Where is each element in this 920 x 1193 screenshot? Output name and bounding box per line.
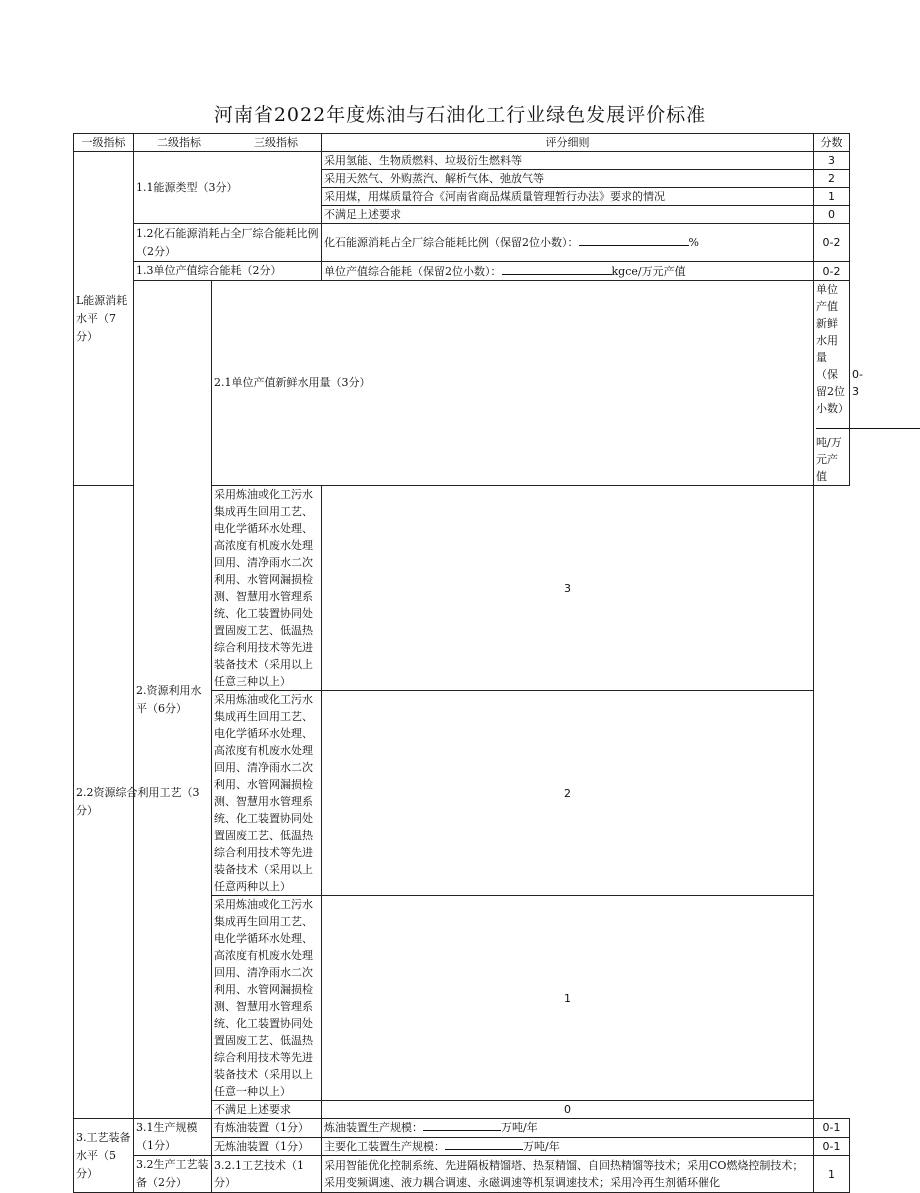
criteria-cell — [322, 1119, 814, 1138]
level2-scale: 3.1生产规模（1分） — [134, 1119, 212, 1156]
score-value: 1 — [814, 1156, 850, 1193]
evaluation-table — [73, 133, 863, 1193]
criteria-cell — [322, 224, 814, 262]
table-row — [74, 262, 850, 281]
score-value: 3 — [814, 152, 850, 170]
score-value: 2 — [322, 691, 814, 896]
fill-blank — [579, 235, 689, 246]
header-level1: 一级指标 — [74, 134, 134, 152]
criteria-text: 单位产值综合能耗（保留2位小数）： — [324, 264, 502, 278]
criteria-text: 炼油装置生产规模： — [324, 1121, 423, 1135]
table-row — [74, 1119, 850, 1138]
page-title: 河南省2022年度炼油与石油化工行业绿色发展评价标准 — [213, 104, 707, 126]
fill-blank — [445, 1139, 523, 1150]
header-score: 分数 — [814, 134, 850, 152]
score-value: 1 — [322, 896, 814, 1101]
criteria-unit: 吨/万元产值 — [816, 436, 842, 483]
header-row — [74, 134, 850, 152]
level1-energy: L能源消耗水平（7分） — [74, 152, 134, 486]
score-value: 0 — [814, 206, 850, 224]
level3-process-tech: 3.2.1工艺技术（1分） — [212, 1156, 322, 1193]
criteria-unit: 万吨/年 — [501, 1121, 538, 1135]
score-value: 2 — [814, 170, 850, 188]
score-value: 1 — [814, 188, 850, 206]
level2-process-equipment: 3.2生产工艺装备（2分） — [134, 1156, 212, 1193]
criteria-text: 采用炼油或化工污水集成再生回用工艺、电化学循环水处理、高浓度有机废水处理回用、清净雨水二次利用、水管网漏损检测、智慧用水管理系统、化工装置协同处置固废工艺、低温热综合利用技术等先进装备技术（采用以上任意一种以上） — [212, 896, 322, 1101]
table-row — [74, 1156, 850, 1193]
fill-blank — [423, 1120, 501, 1131]
level3-without-refinery: 无炼油装置（1分） — [212, 1137, 322, 1156]
table-row: 2.资源利用水平（6分） 2.1单位产值新鲜水用量（3分） 单位产值新鲜水用量（保留2位小数）吨/万元产值 0-3 — [74, 281, 850, 486]
header-criteria: 评分细则 — [322, 134, 814, 152]
criteria-cell — [814, 281, 850, 486]
header-level3: 三级指标 — [254, 136, 298, 149]
criteria-text: 采用智能优化控制系统、先进隔板精馏塔、热泵精馏、自回热精馏等技术；采用CO燃烧控制技术；采用变频调速、液力耦合调速、永磁调速等机泵调速技术；采用冷再生剂循环催化 — [322, 1156, 814, 1193]
level1-resource: 2.资源利用水平（6分） — [134, 281, 212, 1119]
criteria-text: 采用天然气、外购蒸汽、解析气体、弛放气等 — [322, 170, 814, 188]
criteria-text: 不满足上述要求 — [322, 206, 814, 224]
criteria-unit: % — [688, 236, 699, 249]
table-row — [74, 486, 850, 691]
level3-with-refinery: 有炼油装置（1分） — [212, 1119, 322, 1138]
criteria-text: 采用氢能、生物质燃料、垃圾衍生燃料等 — [322, 152, 814, 170]
score-value: 0-2 — [814, 224, 850, 262]
score-value: 3 — [322, 486, 814, 691]
criteria-text: 采用炼油或化工污水集成再生回用工艺、电化学循环水处理、高浓度有机废水处理回用、清净雨水二次利用、水管网漏损检测、智慧用水管理系统、化工装置协同处置固废工艺、低温热综合利用技术等先进装备技术（采用以上任意两种以上） — [212, 691, 322, 896]
criteria-text: 化石能源消耗占全厂综合能耗比例（保留2位小数）： — [324, 236, 579, 249]
criteria-text: 不满足上述要求 — [212, 1101, 322, 1119]
score-value: 0-1 — [814, 1119, 850, 1138]
level1-equipment: 3.工艺装备水平（5分） — [74, 1119, 134, 1193]
criteria-text: 单位产值新鲜水用量（保留2位小数） — [816, 283, 849, 415]
level2-energy-per-output: 1.3单位产值综合能耗（2分） — [134, 262, 322, 281]
criteria-cell — [322, 1137, 814, 1156]
level2-water-use: 2.1单位产值新鲜水用量（3分） — [212, 281, 814, 486]
header-level2: 二级指标 — [157, 136, 201, 149]
criteria-unit: kgce/万元产值 — [611, 264, 686, 278]
criteria-unit: 万吨/年 — [523, 1139, 560, 1153]
table-row — [74, 152, 850, 170]
header-level2-3 — [134, 134, 322, 152]
criteria-text: 采用煤，用煤质量符合《河南省商品煤质量管理暂行办法》要求的情况 — [322, 188, 814, 206]
score-value: 0-2 — [814, 262, 850, 281]
criteria-text: 采用炼油或化工污水集成再生回用工艺、电化学循环水处理、高浓度有机废水处理回用、清净雨水二次利用、水管网漏损检测、智慧用水管理系统、化工装置协同处置固废工艺、低温热综合利用技术等先进装备技术（采用以上任意三种以上） — [212, 486, 322, 691]
criteria-cell — [322, 262, 814, 281]
table-row — [74, 224, 850, 262]
fill-blank — [816, 418, 920, 429]
criteria-text: 主要化工装置生产规模： — [324, 1139, 445, 1153]
fill-blank — [502, 264, 612, 275]
score-value: 0 — [322, 1101, 814, 1119]
level2-resource-process: 2.2资源综合利用工艺（3分） — [74, 486, 212, 1119]
level2-fossil-ratio: 1.2化石能源消耗占全厂综合能耗比例（2分） — [134, 224, 322, 262]
level2-energy-type: 1.1能源类型（3分） — [134, 152, 322, 224]
score-value: 0-1 — [814, 1137, 850, 1156]
